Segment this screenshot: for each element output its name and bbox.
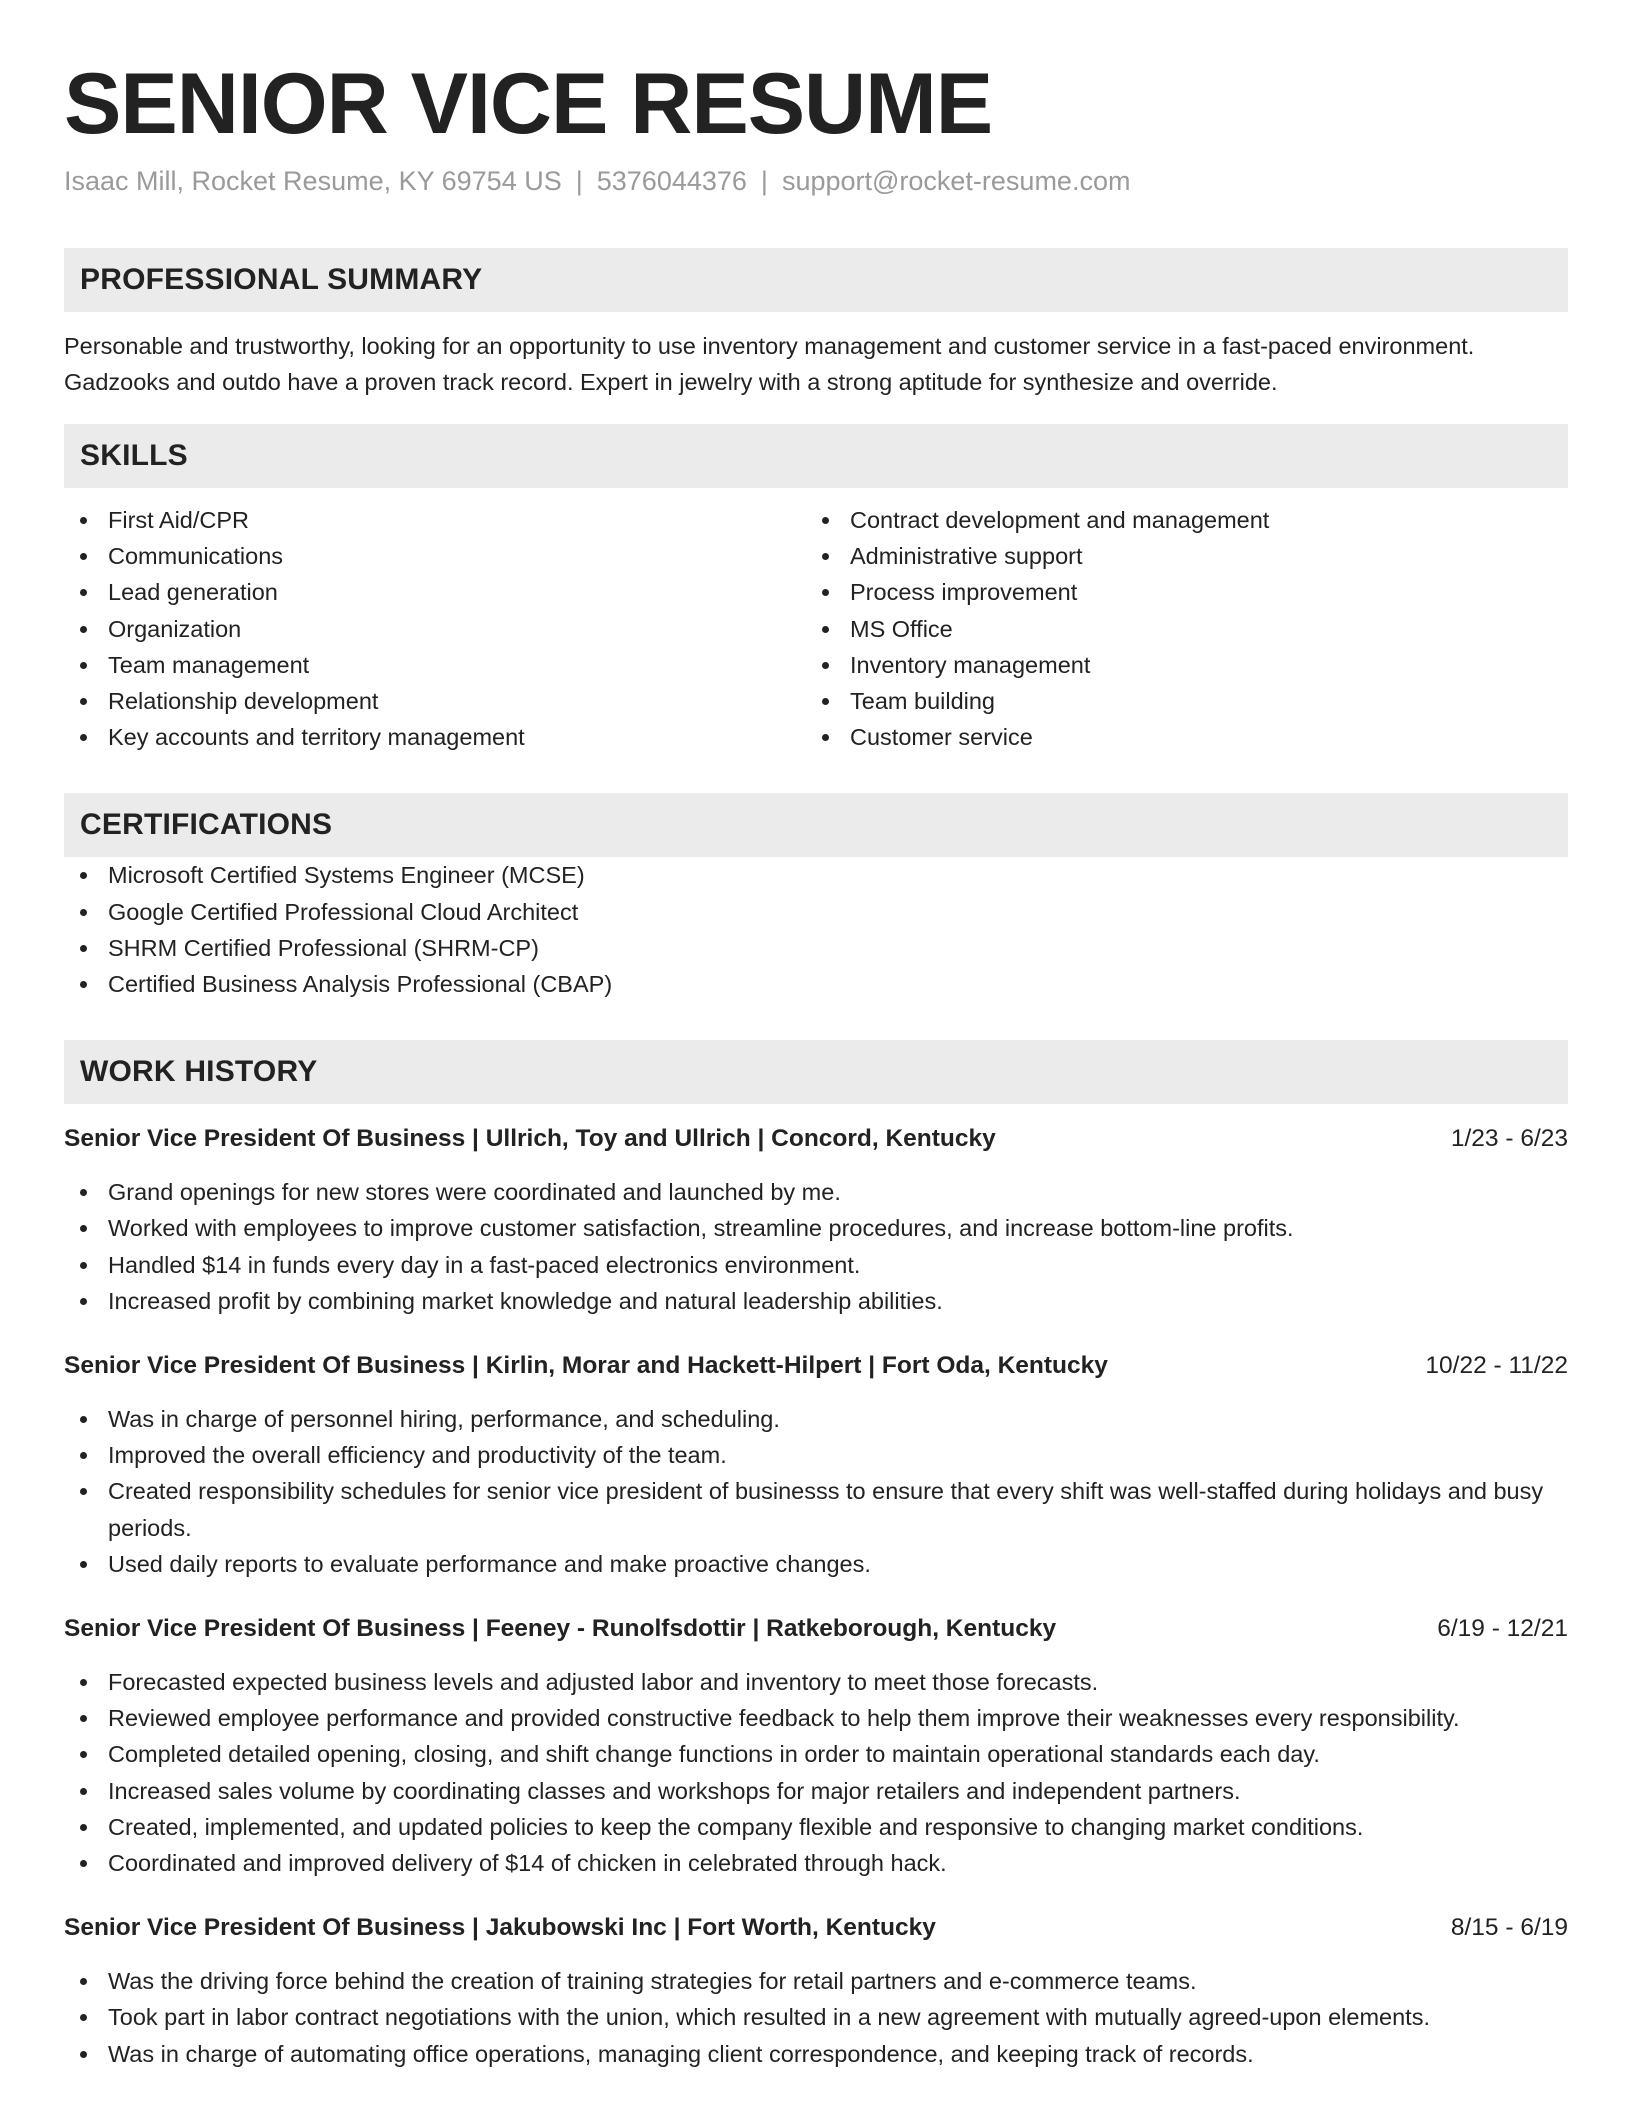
job-header (64, 1349, 1568, 1383)
list-item: Team building (806, 683, 1548, 719)
skills-column-left (64, 502, 806, 755)
summary-section-header (64, 248, 1568, 312)
list-item: Administrative support (806, 538, 1548, 574)
list-item: Reviewed employee performance and provided constructive feedback to help them improve their weaknesses every responsibility. (64, 1700, 1568, 1736)
job-bullets (64, 1664, 1568, 1881)
list-item: Improved the overall efficiency and productivity of the team. (64, 1437, 1568, 1473)
list-item: Created responsibility schedules for senior vice president of businesss to ensure that every shift was well-staffed during holidays and busy periods. (64, 1473, 1568, 1545)
list-item: Organization (64, 611, 806, 647)
list-item: Team management (64, 647, 806, 683)
skills-section-header (64, 424, 1568, 488)
skills-column-right (806, 502, 1548, 755)
list-item: Used daily reports to evaluate performance and make proactive changes. (64, 1546, 1568, 1582)
job-title: Senior Vice President Of Business | Jakubowski Inc | Fort Worth, Kentucky (64, 1914, 936, 1942)
work-history-list (64, 1122, 1568, 2072)
contact-line (64, 164, 1568, 198)
job-entry (64, 1911, 1568, 2072)
list-item: Relationship development (64, 683, 806, 719)
list-item: Communications (64, 538, 806, 574)
job-header (64, 1911, 1568, 1945)
list-item: Forecasted expected business levels and adjusted labor and inventory to meet those forecasts. (64, 1664, 1568, 1700)
job-entry (64, 1122, 1568, 1319)
list-item: Handled $14 in funds every day in a fast-paced electronics environment. (64, 1247, 1568, 1283)
certifications-section-header (64, 793, 1568, 857)
list-item: Lead generation (64, 574, 806, 610)
contact-address: Isaac Mill, Rocket Resume, KY 69754 US (64, 166, 562, 196)
certifications-heading: CERTIFICATIONS (80, 808, 333, 842)
list-item: Worked with employees to improve customer satisfaction, streamline procedures, and increase bottom-line profits. (64, 1210, 1568, 1246)
contact-phone: 5376044376 (596, 166, 747, 196)
list-item: Completed detailed opening, closing, and shift change functions in order to maintain operational standards each day. (64, 1736, 1568, 1772)
job-bullets (64, 1963, 1568, 2072)
skills-heading: SKILLS (80, 439, 188, 472)
list-item: Contract development and management (806, 502, 1548, 538)
summary-heading: PROFESSIONAL SUMMARY (80, 263, 483, 296)
job-entry (64, 1349, 1568, 1582)
work-section-header (64, 1040, 1568, 1104)
list-item: Took part in labor contract negotiations with the union, which resulted in a new agreement with mutually agreed-upon elements. (64, 1999, 1568, 2035)
list-item: Increased sales volume by coordinating classes and workshops for major retailers and independent partners. (64, 1773, 1568, 1809)
work-heading: WORK HISTORY (80, 1055, 318, 1089)
contact-email: support@rocket-resume.com (781, 166, 1131, 196)
job-entry (64, 1612, 1568, 1881)
certifications-list (64, 857, 1568, 1002)
list-item: Process improvement (806, 574, 1548, 610)
summary-text: Personable and trustworthy, looking for an opportunity to use inventory management and customer service in a fast-paced environment. Gadzooks and outdo have a proven track record. Expert in jewelry with a strong aptitude for synthesize and override. (64, 333, 1475, 395)
list-item: Was in charge of automating office operations, managing client correspondence, and keeping track of records. (64, 2036, 1568, 2072)
list-item: Inventory management (806, 647, 1548, 683)
list-item: Was the driving force behind the creation of training strategies for retail partners and e-commerce teams. (64, 1963, 1568, 1999)
list-item: Certified Business Analysis Professional (CBAP) (64, 966, 1568, 1002)
list-item: Customer service (806, 719, 1548, 755)
job-dates: 10/22 - 11/22 (1425, 1352, 1568, 1380)
list-item: Was in charge of personnel hiring, performance, and scheduling. (64, 1401, 1568, 1437)
list-item: First Aid/CPR (64, 502, 806, 538)
list-item: SHRM Certified Professional (SHRM-CP) (64, 930, 1568, 966)
list-item: Key accounts and territory management (64, 719, 806, 755)
job-header (64, 1122, 1568, 1156)
list-item: Coordinated and improved delivery of $14 of chicken in celebrated through hack. (64, 1845, 1568, 1881)
skills-list (64, 502, 1568, 755)
list-item: Increased profit by combining market knowledge and natural leadership abilities. (64, 1283, 1568, 1319)
job-bullets (64, 1174, 1568, 1319)
list-item: Google Certified Professional Cloud Architect (64, 894, 1568, 930)
job-dates: 6/19 - 12/21 (1437, 1615, 1568, 1643)
resume-page (64, 0, 1568, 2072)
list-item: Grand openings for new stores were coordinated and launched by me. (64, 1174, 1568, 1210)
job-bullets (64, 1401, 1568, 1582)
job-title: Senior Vice President Of Business | Feeney - Runolfsdottir | Ratkeborough, Kentucky (64, 1615, 1057, 1643)
contact-separator: | (575, 166, 583, 196)
resume-title: SENIOR VICE RESUME (64, 56, 993, 152)
job-dates: 8/15 - 6/19 (1450, 1914, 1568, 1942)
job-title: Senior Vice President Of Business | Ullrich, Toy and Ullrich | Concord, Kentucky (64, 1125, 996, 1153)
list-item: Created, implemented, and updated policies to keep the company flexible and responsive to changing market conditions. (64, 1809, 1568, 1845)
contact-separator: | (760, 166, 768, 196)
job-dates: 1/23 - 6/23 (1450, 1125, 1568, 1153)
job-title: Senior Vice President Of Business | Kirlin, Morar and Hackett-Hilpert | Fort Oda, Kentucky (64, 1352, 1108, 1380)
list-item: MS Office (806, 611, 1548, 647)
list-item: Microsoft Certified Systems Engineer (MCSE) (64, 857, 1568, 893)
job-header (64, 1612, 1568, 1646)
